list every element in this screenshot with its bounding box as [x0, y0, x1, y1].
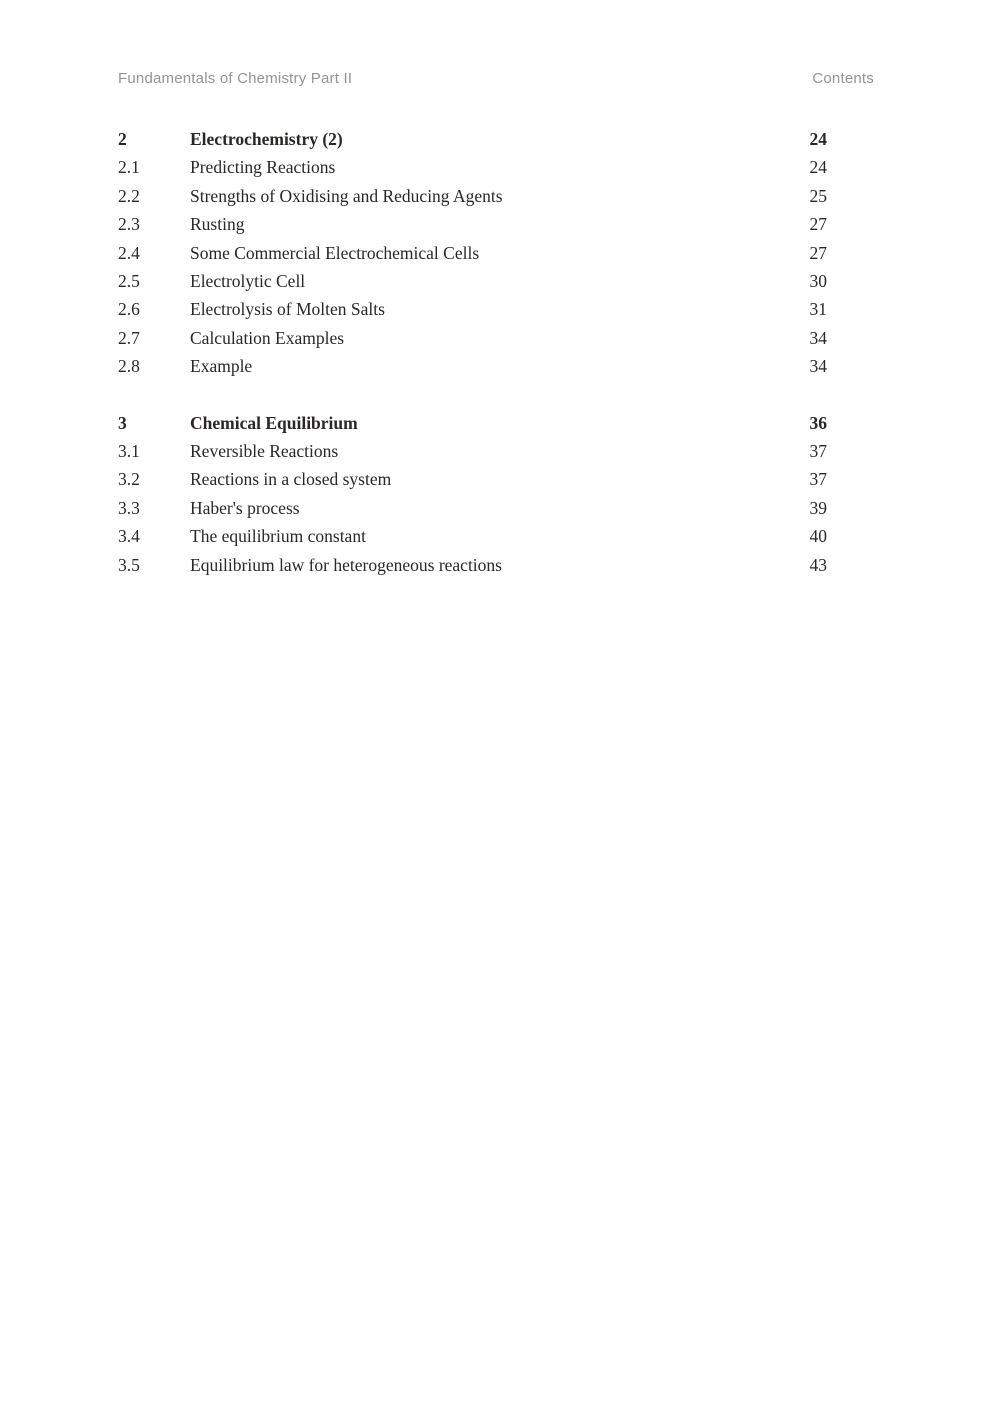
- toc-section-title: Electrochemistry (2): [190, 129, 343, 149]
- toc-entry-title: Reversible Reactions: [190, 441, 339, 462]
- toc-entry-page: 24: [809, 157, 827, 178]
- toc-entry-number: 3.1: [118, 441, 140, 462]
- toc-entry-row: [118, 153, 827, 181]
- toc-entry-row: [118, 494, 827, 522]
- toc-entry-title: Example: [190, 356, 253, 377]
- toc-entry-row: [118, 437, 827, 465]
- toc-entry-row: [118, 324, 827, 352]
- toc-section-row: [118, 125, 827, 153]
- toc-entry-number: 3.4: [118, 526, 140, 547]
- page-section-label: Contents: [812, 70, 874, 87]
- toc-entry-number: 3.2: [118, 469, 140, 490]
- toc-entry-title: Some Commercial Electrochemical Cells: [190, 242, 480, 263]
- toc-entry-page: 40: [809, 526, 827, 547]
- toc-entry-page: 34: [809, 356, 827, 377]
- toc-entry-page: 34: [809, 327, 827, 348]
- toc-entry-row: [118, 182, 827, 210]
- toc-entry-title: Electrolytic Cell: [190, 271, 306, 292]
- toc-entry-row: [118, 522, 827, 550]
- toc-entry-title: Haber's process: [190, 497, 300, 518]
- toc-section-number: 2: [118, 129, 127, 149]
- toc-section-page: 24: [809, 129, 827, 149]
- toc-section-number: 3: [118, 412, 127, 433]
- toc-entry-number: 2.5: [118, 271, 140, 292]
- toc-entry-number: 2.2: [118, 185, 140, 206]
- toc-entry-row: [118, 239, 827, 267]
- toc-entry-title: Electrolysis of Molten Salts: [190, 299, 385, 320]
- table-of-contents: [118, 125, 827, 579]
- toc-entry-row: [118, 267, 827, 295]
- toc-entry-number: 2.8: [118, 356, 140, 377]
- toc-entry-number: 2.3: [118, 214, 140, 235]
- toc-entry-page: 30: [809, 271, 827, 292]
- toc-entry-number: 2.1: [118, 157, 140, 178]
- section-gap: [118, 381, 827, 409]
- toc-entry-number: 2.6: [118, 299, 140, 320]
- toc-entry-title: Predicting Reactions: [190, 157, 336, 178]
- toc-entry-row: [118, 295, 827, 323]
- toc-entry-number: 2.7: [118, 327, 140, 348]
- toc-entry-page: 25: [809, 185, 827, 206]
- toc-entry-page: 39: [809, 497, 827, 518]
- running-header: [0, 0, 993, 87]
- toc-entry-title: Equilibrium law for heterogeneous reactions: [190, 554, 502, 575]
- toc-entry-title: Rusting: [190, 214, 245, 235]
- toc-entry-page: 31: [809, 299, 827, 320]
- toc-entry-title: Calculation Examples: [190, 327, 345, 348]
- toc-entry-row: [118, 210, 827, 238]
- toc-entry-title: The equilibrium constant: [190, 526, 366, 547]
- toc-entry-title: Strengths of Oxidising and Reducing Agents: [190, 185, 503, 206]
- toc-entry-page: 43: [809, 554, 827, 575]
- toc-section-page: 36: [809, 412, 827, 433]
- toc-entry-title: Reactions in a closed system: [190, 469, 392, 490]
- toc-entry-number: 2.4: [118, 242, 140, 263]
- book-title: Fundamentals of Chemistry Part II: [118, 70, 353, 87]
- toc-section-row: [118, 409, 827, 437]
- toc-entry-row: [118, 465, 827, 493]
- toc-entry-page: 27: [809, 242, 827, 263]
- toc-section-title: Chemical Equilibrium: [190, 412, 358, 433]
- toc-entry-number: 3.5: [118, 554, 140, 575]
- toc-entry-number: 3.3: [118, 497, 140, 518]
- toc-entry-page: 27: [809, 214, 827, 235]
- toc-entry-row: [118, 551, 827, 579]
- toc-entry-row: [118, 352, 827, 380]
- toc-entry-page: 37: [809, 441, 827, 462]
- toc-entry-page: 37: [809, 469, 827, 490]
